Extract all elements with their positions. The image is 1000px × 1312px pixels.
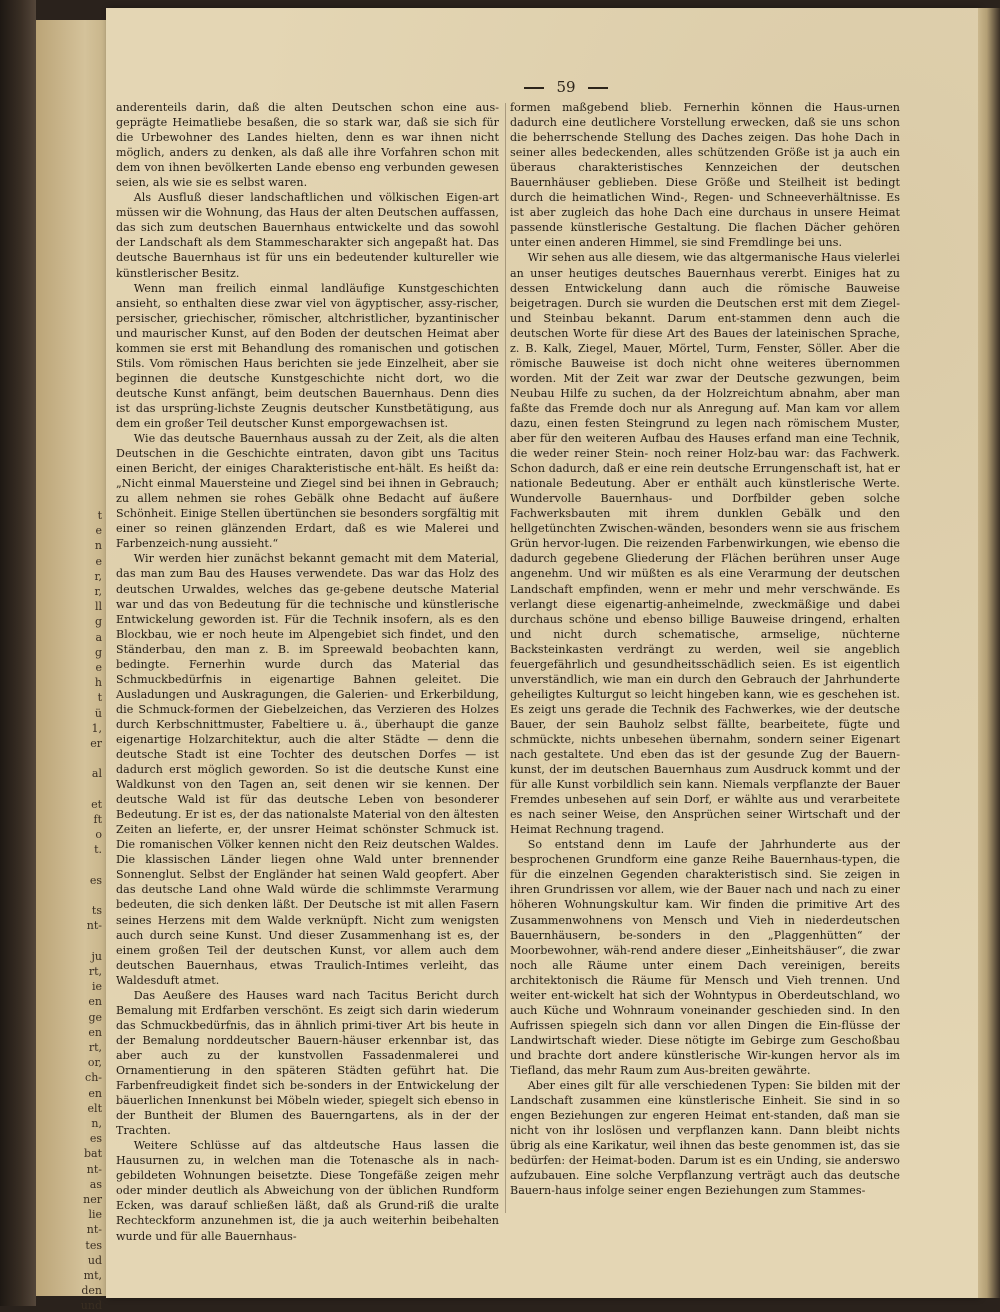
- margin-fragment: ü: [94, 706, 102, 720]
- margin-fragment: r,: [94, 585, 102, 598]
- margin-fragment: nt-: [86, 1162, 102, 1176]
- margin-fragment: t: [97, 691, 102, 705]
- margin-fragment: es: [89, 873, 102, 887]
- margin-fragment: 1,: [91, 721, 102, 735]
- margin-fragment: bat: [83, 1147, 102, 1161]
- margin-fragment: t.: [94, 843, 102, 857]
- margin-fragment: en: [88, 1025, 102, 1039]
- left-column: [116, 100, 499, 1243]
- margin-fragment: es: [89, 1132, 102, 1146]
- margin-fragment: rt,: [88, 965, 102, 978]
- margin-fragment: ts: [91, 904, 102, 918]
- margin-fragment: g: [94, 615, 102, 629]
- page-sheet: [106, 8, 978, 1298]
- page-number: 59: [556, 78, 576, 96]
- margin-fragment: rt,: [88, 1041, 102, 1054]
- margin-fragment: en: [88, 1086, 102, 1100]
- margin-fragment: al: [91, 767, 102, 781]
- paragraph: anderenteils darin, daß die alten Deutschen schon eine aus-geprägte Heimatliebe besaßen, die so stark war, daß sie sich für die Urbewohner des Landes hielten, denn es war ihnen nicht möglich, anders zu denken, als daß alle ihre Vorfahren schon mit dem von ihnen bevölkerten Lande ebenso eng verbunden gewesen seien, als wie sie es selbst waren.: [116, 101, 499, 190]
- page-right-edge: [978, 8, 1000, 1298]
- header-dash-right: [588, 87, 608, 89]
- margin-fragment: ch-: [85, 1071, 102, 1085]
- right-column: [510, 100, 900, 1220]
- margin-fragment: ner: [83, 1193, 102, 1206]
- margin-fragment: n: [94, 539, 102, 553]
- margin-fragment: nt-: [86, 1223, 102, 1237]
- paragraph: formen maßgebend blieb. Fernerhin können die Haus-urnen dadurch eine deutlichere Vorstellung erwecken, daß sie uns schon die beherrschende Stellung des Daches zeigen. Das hohe Dach in seiner alles bedeckenden, alles schützenden Größe ist ja auch ein überaus charakteristisches Kennzeichen der deutschen Bauernhäuser geblieben. Diese Größe und Steilheit ist bedingt durch die heimatlichen Wind-, Regen- und Schneeverhältnisse. Es ist aber zugleich das hohe Dach eine durchaus in unsere Heimat passende künstlerische Gestaltung. Die flachen Dächer gehören unter einen anderen Himmel, sie sind Fremdlinge bei uns.: [510, 101, 900, 250]
- margin-fragment: as: [89, 1177, 102, 1191]
- paragraph: Als Ausfluß dieser landschaftlichen und völkischen Eigen-art müssen wir die Wohnung, das Haus der alten Deutschen auffassen, das sich zum deutschen Bauernhaus entwickelte und das sowohl der Landschaft als dem Stammescharakter sich angepaßt hat. Das deutsche Bauernhaus ist für uns ein bedeutender kultureller wie künstlerischer Besitz.: [116, 191, 499, 280]
- margin-fragment: et: [91, 797, 102, 811]
- margin-fragment: ll: [94, 600, 102, 614]
- paragraph: Wie das deutsche Bauernhaus aussah zu der Zeit, als die alten Deutschen in die Geschichte eintraten, davon gibt uns Tacitus einen Bericht, der einiges Charakteristische ent-hält. Es heißt da: „Nicht einmal Mauersteine und Ziegel sind bei ihnen in Gebrauch; zu allem nehmen sie rohes Gebälk ohne Bedacht auf äußere Schönheit. Einige Stellen übertünchen sie besonders sorgfältig mit einer so reinen glänzenden Erdart, daß es wie Malerei und Farbenzeich-nung aussieht.“: [116, 432, 499, 551]
- margin-fragment: g: [94, 645, 102, 659]
- margin-fragment: e: [95, 661, 102, 674]
- margin-fragment: ud: [87, 1253, 102, 1267]
- paragraph: Wenn man freilich einmal landläufige Kunstgeschichten ansieht, so enthalten diese zwar viel von ägyptischer, assy-rischer, persischer, griechischer, römischer, altchristlicher, byzantinischer und maurischer Kunst, auf den Boden der deutschen Heimat aber kommen sie erst mit Behandlung des romanischen und gotischen Stils. Vom römischen Haus berichten sie jede Einzelheit, aber sie beginnen die deutsche Kunstgeschichte nicht dort, wo die deutsche Kunst anfängt, beim deutschen Bauernhaus. Denn dies ist das ursprüng-lichste Zeugnis deutscher Kunstbetätigung, aus dem ein großer Teil deutscher Kunst emporgewachsen ist.: [116, 281, 499, 430]
- margin-fragment: ju: [91, 949, 102, 963]
- previous-page-edge: [36, 20, 107, 1312]
- margin-fragment: ge: [88, 1010, 102, 1024]
- book-spine: [0, 0, 36, 1306]
- paragraph: Weitere Schlüsse auf das altdeutsche Haus lassen die Hausurnen zu, in welchen man die Totenasche als in nach-gebildeten Wohnungen beisetzte. Diese Tongefäße zeigen mehr oder minder deutlich als Abweichung von der üblichen Rundform Ecken, was darauf schließen läßt, daß als Grund-riß die uralte Rechteckform anzunehmen ist, die ja auch weiterhin beibehalten wurde und für alle Bauernhaus-: [116, 1139, 499, 1243]
- margin-fragment: er: [90, 737, 102, 750]
- margin-fragment: tes: [85, 1238, 102, 1252]
- margin-fragment: ie: [91, 980, 102, 994]
- margin-fragment: o: [95, 828, 102, 842]
- margin-fragment: e: [95, 554, 102, 568]
- margin-fragment: e: [95, 524, 102, 538]
- column-divider: [505, 103, 506, 1213]
- margin-fragment: elt: [87, 1101, 102, 1115]
- paragraph: So entstand denn im Laufe der Jahrhunderte aus der besprochenen Grundform eine ganze Reihe Bauernhaus-typen, die für die einzelnen Gegenden charakteristisch sind. Sie zeigen in ihren Grundrissen vor allem, wie der Bauer nach und nach zu einer höheren Wohnungskultur kam. Wir finden die primitive Art des Zusammenwohnens von Mensch und Vieh in niederdeutschen Bauernhäusern, be-sonders in den „Plaggenhütten“ der Moorbewohner, wäh-rend andere dieser „Einheitshäuser“, die zwar noch alle Räume unter einem Dach vereinigen, bereits architektonisch die Räume für Mensch und Vieh trennen. Und weiter ent-wickelt hat sich der Wohntypus in Oberdeutschland, wo auch Küche und Wohnraum voneinander geschieden sind. In den Aufrissen spiegeln sich dann vor allen Dingen die Ein-flüsse der Landwirtschaft wieder. Diese nötigte im Gebirge zum Geschoßbau und brachte dort andere künstlerische Wir-kungen hervor als im Tiefland, das mehr Raum zum Aus-breiten gewährte.: [510, 838, 900, 1077]
- margin-fragment: t: [97, 509, 102, 522]
- margin-fragment: a: [95, 630, 102, 644]
- paragraph: Das Aeußere des Hauses ward nach Tacitus Bericht durch Bemalung mit Erdfarben verschönt. Es zeigt sich darin wiederum das Schmuckbedürfnis, das in ähnlich primi-tiver Art bis heute in der Bemalung norddeutscher Bauern-häuser erkennbar ist, das aber auch zu der kunstvollen Fassadenmalerei und Ornamentierung in den späteren Städten geführt hat. Die Farbenfreudigkeit findet sich be-sonders in der Entwickelung der bäuerlichen Innenkunst bei Möbeln wieder, spiegelt sich ebenso in der Buntheit der Blumen des Bauerngartens, als in der der Trachten.: [116, 988, 499, 1138]
- margin-fragment: h: [94, 676, 102, 690]
- margin-fragment: r,: [94, 569, 102, 583]
- margin-fragment: mt,: [83, 1269, 102, 1282]
- paragraph: Wir sehen aus alle diesem, wie das altgermanische Haus vielerlei an unser heutiges deutsches Bauernhaus vererbt. Einiges hat zu dessen Entwickelung dann auch die römische Bauweise beigetragen. Durch sie wurden die Deutschen erst mit dem Ziegel- und Steinbau bekannt. Darum ent-stammen denn auch die deutschen Worte für diese Art des Baues der lateinischen Sprache, z. B. Kalk, Ziegel, Mauer, Mörtel, Turm, Fenster, Söller. Aber die römische Bauweise ist doch nicht ohne weiteres übernommen worden. Mit der Zeit war zwar der Deutsche gezwungen, beim Neubau Hilfe zu suchen, da der Holzreichtum abnahm, aber man faßte das Fremde doch nur als Anregung auf. Man kam vor allem dazu, einen festen Steingrund zu legen nach römischem Muster, aber für den weiteren Aufbau des Hauses erfand man eine Technik, die weder reiner Stein- noch reiner Holz-bau war: das Fachwerk. Schon dadurch, daß er eine rein deutsche Errungenschaft ist, hat er nationale Bedeutung. Aber er enthält auch künstlerische Werte. Wundervolle Bauernhaus- und Dorfbilder geben solche Fachwerksbauten mit ihrem dunklen Gebälk und den hellgetünchten Zwischen-wänden, besonders wenn sie aus frischem Grün hervor-lugen. Die reizenden Farbenwirkungen, wie ebenso die dadurch gegebene Gliederung der Flächen berühren unser Auge angenehm. Und wir müßten es als eine Verarmung der deutschen Landschaft empfinden, wenn er mehr und mehr verschwände. Es verlangt diese eigenartig-anheimelnde, zweckmäßige und dabei durchaus schöne und ebenso billige Bauweise dringend, erhalten und nicht durch schematische, armselige, nüchterne Backsteinkasten verdrängt zu werden, weil sie angeblich feuergefährlich und gesundheitsschädlich seien. Es ist eigentlich unverständlich, wie man ein durch den Gebrauch der Jahrhunderte geheiligtes Kulturgut so leicht hingeben kann, wie es geschehen ist. Es zeigt uns gerade die Technik des Fachwerkes, wie der deutsche Bauer, der sein Bauholz selbst fällte, bearbeitete, fügte und schmückte, nichts unbesehen übernahm, sondern seiner Eigenart nach gestaltete. Und eben das ist der gesunde Zug der Bauern-kunst, der im deutschen Bauernhaus zum Ausdruck kommt und der für alle Kunst vorbildlich sein kann. Niemals verpflanzte der Bauer Fremdes unbesehen auf sein Dorf, er wählte aus und verarbeitete es nach seiner Weise, den Ansprüchen seiner Wirtschaft und der Heimat Rechnung tragend.: [510, 251, 900, 837]
- paragraph: Wir werden hier zunächst bekannt gemacht mit dem Material, das man zum Bau des Hauses verwendete. Das war das Holz des deutschen Urwaldes, welches das ge-gebene deutsche Material war und das von Bedeutung für die technische und künstlerische Entwickelung geworden ist. Für die Technik insofern, als es den Blockbau, wie er noch heute im Alpengebiet sich findet, und den Ständerbau, den man z. B. im Spreewald beobachten kann, bedingte. Fernerhin wurde durch das Material das Schmuckbedürfnis in eigenartige Bahnen geleitet. Die Ausladungen und Auskragungen, die Galerien- und Erkerbildung, die Schmuck-formen der Giebelzeichen, das Verzieren des Holzes durch Kerbschnittmuster, Fabeltiere u. ä., überhaupt die ganze eigenartige Holzarchitektur, auch die alter Städte — denn die deutsche Stadt ist eine Tochter des deutschen Dorfes — ist dadurch erst möglich geworden. So ist die deutsche Kunst eine Waldkunst von den Tagen an, seit denen wir sie kennen. Der deutsche Wald ist für das deutsche Leben von besonderer Bedeutung. Er ist es, der das nationalste Material von den ältesten Zeiten an lieferte, er, der unsrer Heimat schönster Schmuck ist. Die romanischen Völker kennen nicht den Reiz deutschen Waldes. Die klassischen Länder liegen ohne Wald unter brennender Sonnenglut. Selbst der Engländer hat seinen Wald geopfert. Aber das deutsche Land ohne Wald würde die schlimmste Verarmung bedeuten, die sich denken läßt. Der Deutsche ist mit allen Fasern seines Herzens mit dem Walde verknüpft. Nicht zum wenigsten auch durch seine Kunst. Und dieser Zusammenhang ist es, der einem großen Teil der deutschen Kunst, vor allem auch dem deutschen Bauernhaus, etwas Traulich-Intimes verleiht, das Waldesduft atmet.: [116, 552, 499, 987]
- margin-fragment: n,: [91, 1117, 102, 1130]
- margin-fragment: lie: [88, 1208, 102, 1222]
- margin-fragment: or,: [87, 1056, 102, 1070]
- header-dash-left: [524, 87, 544, 89]
- margin-fragment: den: [81, 1284, 102, 1298]
- margin-fragment: ft: [93, 813, 102, 826]
- margin-fragment: en: [88, 995, 102, 1009]
- margin-fragment: und: [80, 1299, 102, 1312]
- paragraph: Aber eines gilt für alle verschiedenen Typen: Sie bilden mit der Landschaft zusammen eine künstlerische Einheit. Sie sind in so engen Beziehungen zur engeren Heimat ent-standen, daß man sie nicht von ihr loslösen und verpflanzen kann. Dann bleibt nichts übrig als eine Karikatur, weil ihnen das beste genommen ist, das sie bedürfen: der Heimat-boden. Darum ist es ein Unding, sie anderswo aufzubauen. Eine solche Verpflanzung verträgt auch das deutsche Bauern-haus infolge seiner engen Beziehungen zum Stammes-: [510, 1079, 900, 1198]
- margin-fragment: nt-: [86, 919, 102, 933]
